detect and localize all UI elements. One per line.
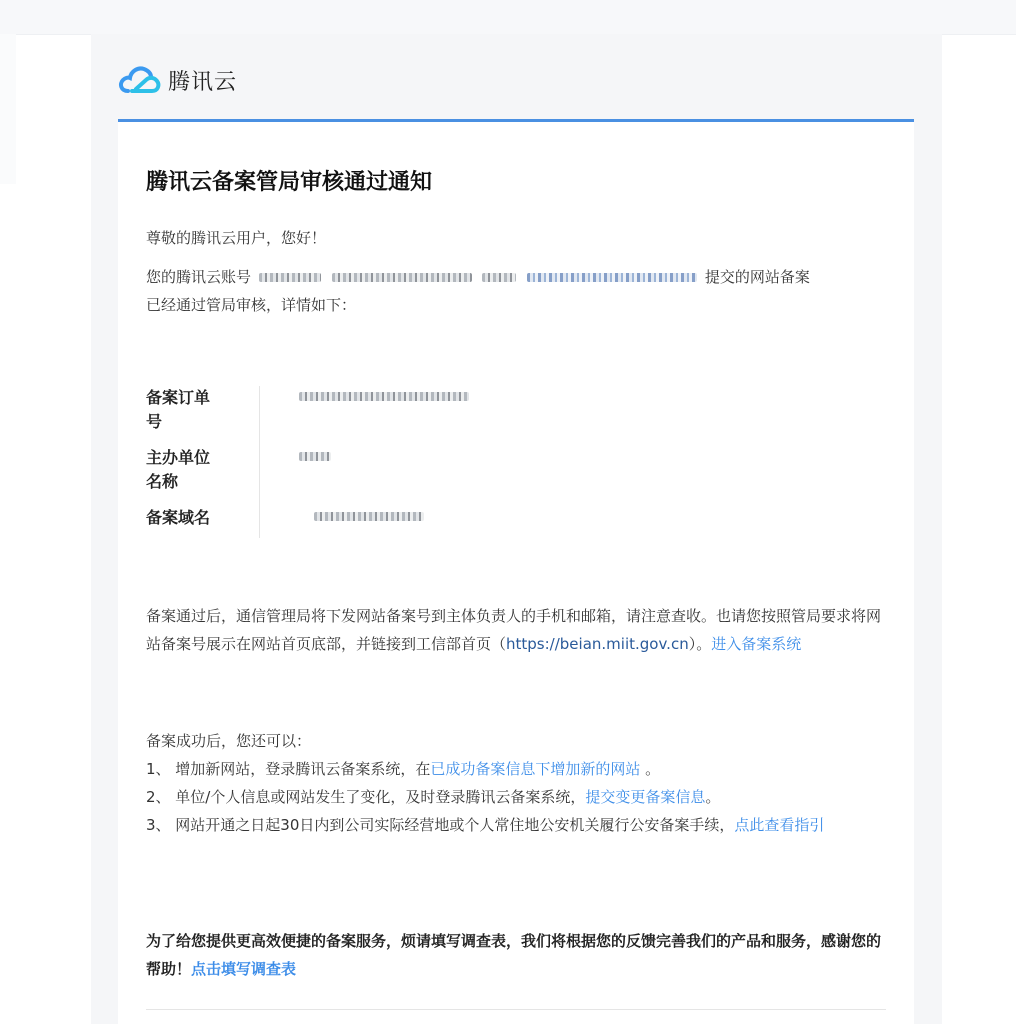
greeting: 尊敬的腾讯云用户，您好！ bbox=[146, 229, 327, 247]
redacted-account-id bbox=[332, 273, 472, 282]
info-divider bbox=[259, 386, 260, 538]
survey-text: 为了给您提供更高效便捷的备案服务，烦请填写调查表，我们将根据您的反馈完善我们的产品和服务，感谢您的帮助！ bbox=[146, 932, 882, 978]
view-guide-link[interactable]: 点此查看指引 bbox=[734, 816, 825, 834]
notice-paragraph: 备案通过后，通信管理局将下发网站备案号到主体负责人的手机和邮箱，请注意查收。也请您按照管局要求将网站备案号展示在网站首页底部，并链接到工信部首页（https://beian.miit.gov.cn）。进入备案系统 bbox=[146, 607, 882, 653]
account-suffix: 提交的网站备案 bbox=[704, 268, 810, 286]
step-3: 3、 网站开通之日起30日内到公司实际经营地或个人常住地公安机关履行公安备案手续，点此查看指引 bbox=[146, 816, 825, 834]
label-organizer: 主办单位 名称 bbox=[146, 448, 211, 491]
email-card bbox=[118, 119, 914, 1027]
brand-header bbox=[118, 62, 237, 98]
label-domain: 备案域名 bbox=[146, 508, 211, 527]
redacted-email bbox=[527, 273, 697, 282]
tencent-cloud-logo-icon bbox=[118, 65, 162, 95]
account-prefix: 您的腾讯云账号 bbox=[146, 268, 252, 286]
after-intro: 备案成功后，您还可以： bbox=[146, 732, 312, 750]
redacted-name bbox=[482, 273, 516, 282]
brand-name: 腾讯云 bbox=[168, 69, 238, 95]
after-success-section bbox=[146, 727, 891, 839]
add-website-link[interactable]: 已成功备案信息下增加新的网站 bbox=[430, 760, 641, 778]
notice-text: 备案通过后，通信管理局将下发网站备案号到主体负责人的手机和邮箱，请注意查收。也请您按照管局要求将网站备案号展示在网站首页底部，并链接到工信部首页（ bbox=[146, 607, 882, 653]
top-bar bbox=[0, 0, 1016, 35]
enter-filing-system-link[interactable]: 进入备案系统 bbox=[711, 635, 802, 653]
fill-survey-link[interactable]: 点击填写调查表 bbox=[191, 960, 297, 978]
survey-paragraph bbox=[146, 927, 891, 983]
step-1: 1、 增加新网站，登录腾讯云备案系统，在已成功备案信息下增加新的网站 。 bbox=[146, 760, 661, 778]
redacted-order-number bbox=[299, 392, 469, 401]
footer-divider bbox=[146, 1009, 886, 1010]
left-shade bbox=[0, 34, 16, 184]
info-row-organizer bbox=[146, 446, 226, 494]
account-paragraph bbox=[146, 263, 886, 319]
info-row-domain bbox=[146, 506, 226, 530]
account-line2: 已经通过管局审核，详情如下： bbox=[146, 296, 357, 314]
redacted-domain bbox=[314, 512, 424, 521]
step-2: 2、 单位/个人信息或网站发生了变化，及时登录腾讯云备案系统，提交变更备案信息。 bbox=[146, 788, 721, 806]
info-row-order bbox=[146, 386, 226, 434]
redacted-organizer bbox=[299, 452, 331, 461]
label-order-number: 备案订单 号 bbox=[146, 388, 211, 431]
email-title: 腾讯云备案管局审核通过通知 bbox=[146, 170, 433, 195]
submit-change-link[interactable]: 提交变更备案信息 bbox=[585, 788, 706, 806]
email-container bbox=[91, 34, 942, 1024]
redacted-account bbox=[259, 273, 321, 282]
miit-url-link[interactable]: https://beian.miit.gov.cn bbox=[506, 635, 689, 653]
